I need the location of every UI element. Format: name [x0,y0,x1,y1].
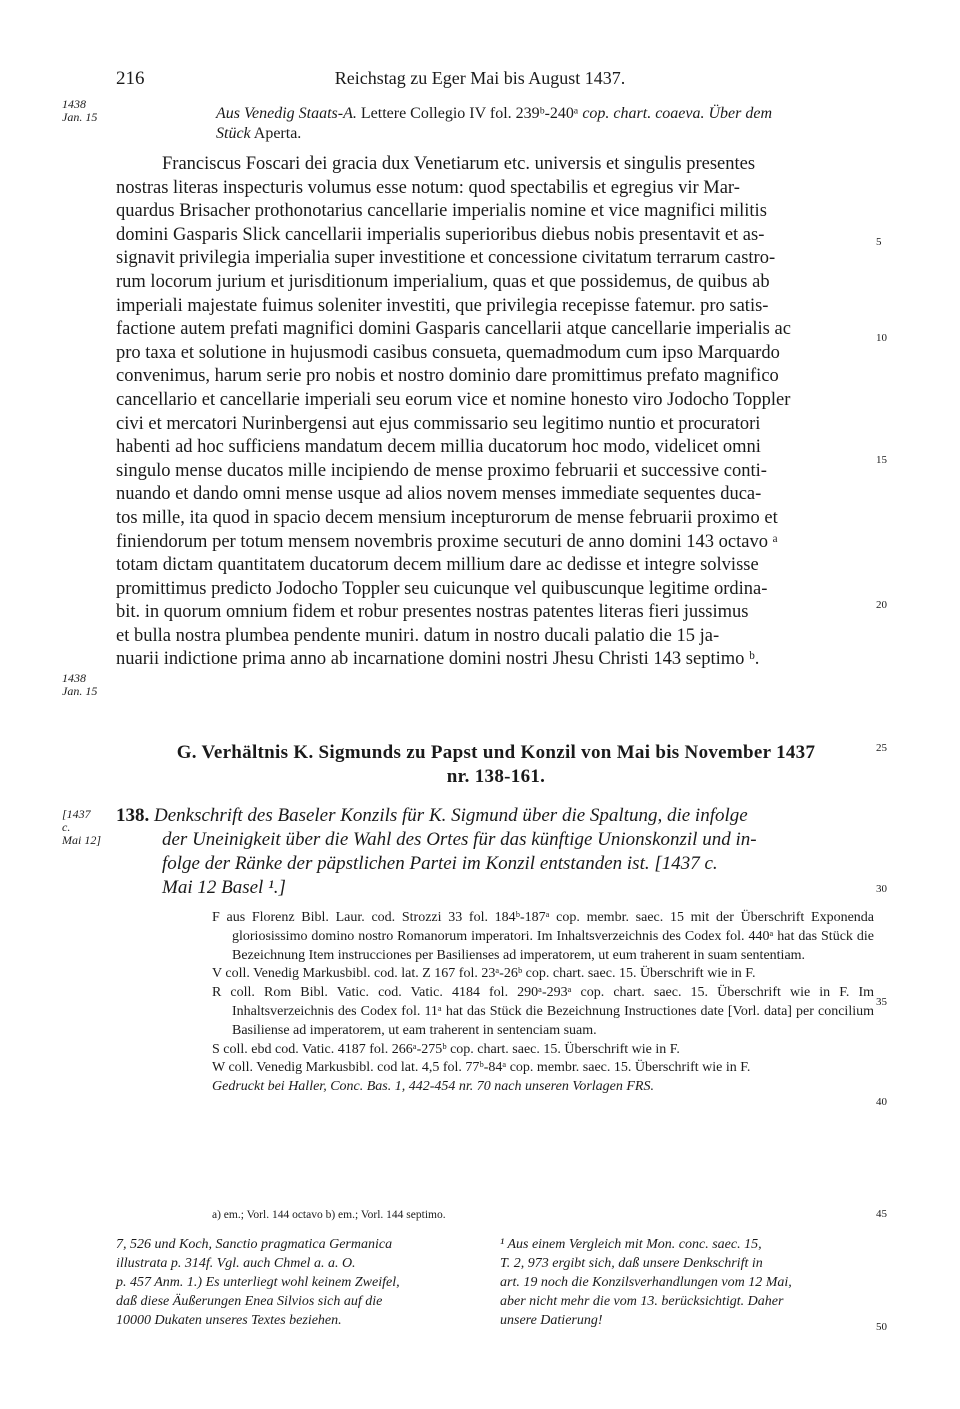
apparatus-entry-F: F aus Florenz Bibl. Laur. cod. Strozzi 33 fol. 184ᵇ-187ᵃ cop. membr. saec. 15 mit der Überschrift Exponenda gloriosissimo domino nostro Romanorum imperatori. Im Inhaltsverzeichnis des Codex fol. 440ᵃ hat das Stück die Bezeichnung Item instrucciones per Basilienses ad imperatorem, ut eum traherent in suam sententiam. [212,910,874,963]
footnote-line: art. 19 noch die Konzilsverhandlungen vom 12 Mai, [500,1275,792,1290]
source-description: cop. chart. coaeva. Über dem [582,105,773,122]
line-number-20: 20 [876,599,887,611]
source-stueck: Stück [216,125,251,142]
margin-date-year: [1437 [62,807,91,821]
doc-title-line: Mai 12 Basel ¹.] [162,877,286,898]
footnote-line: 10000 Dukaten unseres Textes beziehen. [116,1313,342,1328]
footnote-line: illustrata p. 314f. Vgl. auch Chmel a. a. O. [116,1256,356,1271]
line-number-10: 10 [876,332,887,344]
body-line: promittimus predicto Jodocho Toppler seu cuicunque vel quibuscunque legitime ordina- [116,578,768,599]
footnote-line: T. 2, 973 ergibt sich, daß unsere Denkschrift in [500,1256,763,1271]
doc-number: 138. [116,805,150,826]
margin-date-year: 1438 [62,671,86,685]
running-head: Reichstag zu Eger Mai bis August 1437. [334,68,626,88]
body-line: civi et mercatori Nurinbergensi aut ejus commissario seu legitimo nuntio et procuratori [116,413,761,434]
margin-date-year: 1438 [62,97,86,111]
doc-138-title [116,804,876,900]
source-aperta: Aperta. [250,125,302,142]
margin-date-day: Jan. 15 [62,110,98,124]
body-line: bit. in quorum omnium fidem et robur presentes nostras patentes literas fieri jussimus [116,602,749,623]
body-line: rum locorum jurium et jurisditionum imperialium, quas et que possidemus, de quibus ab [116,271,770,292]
line-number-25: 25 [876,742,887,754]
line-number-35: 35 [876,996,887,1008]
body-line: totam dictam quantitatem ducatorum decem millium dare ac dedisse et integre solvisse [116,555,759,576]
section-range: nr. 138-161. [446,766,546,787]
body-line: domini Gasparis Slick cancellarii imperialis superioribus diebus nobis presentavit et as- [116,224,765,245]
body-line: et bulla nostra plumbea pendente muniri. datum in nostro ducali palatio die 15 ja- [116,625,720,646]
body-line: signavit privilegia imperialia super investitione et concessione civitatum terrarum castro- [116,248,776,269]
body-line: nuarii indictione prima anno ab incarnatione domini nostri Jhesu Christi 143 septimo ᵇ. [116,649,760,670]
manuscript-apparatus [212,909,874,1097]
source-shelfmark: Lettere Collegio IV fol. 239ᵇ-240ᵃ [356,105,583,122]
body-line: cancellario et cancellarie imperiali seu eorum vice et nomine honesto viro Jodocho Toppler [116,389,791,410]
body-line: quardus Brisacher prothonotarius cancellarie imperialis nomine et vice magnifici militis [116,201,767,222]
source-note [216,104,876,144]
apparatus-entry-S: S coll. ebd cod. Vatic. 4187 fol. 266ᵃ-275ᵇ cop. chart. saec. 15. Überschrift wie in F. [212,1041,680,1057]
apparatus-printed-edition: Gedruckt bei Haller, Conc. Bas. 1, 442-454 nr. 70 nach unseren Vorlagen FRS. [212,1079,654,1095]
body-line: Franciscus Foscari dei gracia dux Venetiarum etc. universis et singulis presentes [162,154,756,174]
body-line: convenimus, harum serie pro nobis et nostro dominio dare promittimus prefato magnifico [116,366,779,387]
margin-date-doc138 [62,808,101,847]
line-number-15: 15 [876,454,887,466]
body-line: factione autem prefati magnifici domini Gasparis cancellarii atque cancellarie imperialis ac [116,319,791,340]
body-line: singulo mense ducatos mille incipiendo de mense proximo februarii et successive conti- [116,460,767,481]
footnote-line: aber nicht mehr die vom 13. berücksichtigt. Daher [500,1294,784,1309]
source-archive: Aus Venedig Staats-A. [216,105,357,122]
body-line: tos mille, ita quod in spacio decem mensium incepturorum de mense februarii proximo et [116,507,778,528]
margin-date-circa: c. [62,820,71,834]
body-line: imperiali majestate fuimus soleniter investiti, que privilegia recepisse fatemur. pro satis- [116,295,769,316]
footnote-continued [116,1235,486,1330]
apparatus-entry-R: R coll. Rom Bibl. Vatic. cod. Vatic. 4184 fol. 290ᵃ-293ᵃ cop. chart. saec. 15. Überschrift wie in F. Im Inhaltsverzeichnis des Codex fol. 11ᵃ hat das Stück die Bezeichnung Instructiones date [Vorl. data] per concilium Basiliense ad imperatorem, ut eam traherent in sentenciam suam. [212,985,874,1038]
footnote-line: ¹ Aus einem Vergleich mit Mon. conc. saec. 15, [500,1237,762,1252]
line-number-45: 45 [876,1208,887,1220]
body-line: nuando et dando omni mense usque ad alios novem menses immediate sequentes duca- [116,484,762,505]
doc-title-line: folge der Ränke der päpstlichen Partei im Konzil entstanden ist. [1437 c. [162,853,718,874]
line-number-30: 30 [876,883,887,895]
footnote-line: p. 457 Anm. 1.) Es unterliegt wohl keinem Zweifel, [116,1275,400,1290]
margin-date-day: Mai 12] [62,833,101,847]
body-line: pro taxa et solutione in hujusmodi casibus consueta, quemadmodum cum ipso Marquardo [116,342,780,363]
line-number-40: 40 [876,1096,887,1108]
footnote-1 [500,1235,874,1330]
section-heading [116,741,876,789]
footnote-line: daß diese Äußerungen Enea Silvios sich auf die [116,1294,383,1309]
footnote-line: unsere Datierung! [500,1313,603,1328]
margin-date-top [62,98,97,124]
document-body [116,153,872,672]
doc-title-line: der Uneinigkeit über die Wahl des Ortes für das künftige Unionskonzil und in- [162,829,757,850]
apparatus-entry-V: V coll. Venedig Markusbibl. cod. lat. Z 167 fol. 23ᵃ-26ᵇ cop. chart. saec. 15. Überschrift wie in F. [212,966,756,982]
text-variants: a) em.; Vorl. 144 octavo b) em.; Vorl. 144 septimo. [212,1209,446,1221]
body-line: habenti ad hoc sufficiens mandatum decem millia ducatorum hoc modo, videlicet omni [116,437,761,458]
apparatus-entry-W: W coll. Venedig Markusbibl. cod lat. 4,5 fol. 77ᵇ-84ᵃ cop. membr. saec. 15. Überschrift wie in F. [212,1060,751,1076]
line-number-50: 50 [876,1321,887,1333]
margin-date-end [62,672,97,698]
line-number-5: 5 [876,236,882,248]
margin-date-day: Jan. 15 [62,684,98,698]
body-line: nostras literas inspecturis volumus esse notum: quod spectabilis et egregius vir Mar- [116,177,740,198]
doc-title-line: Denkschrift des Baseler Konzils für K. Sigmund über die Spaltung, die infolge [154,805,748,826]
footnote-line: 7, 526 und Koch, Sanctio pragmatica Germanica [116,1237,393,1252]
page-number: 216 [116,68,145,89]
body-line: finiendorum per totum mensem novembris proxime secuturi de anno domini 143 octavo ᵃ [116,531,778,552]
section-title: G. Verhältnis K. Sigmunds zu Papst und Konzil von Mai bis November 1437 [176,742,816,763]
